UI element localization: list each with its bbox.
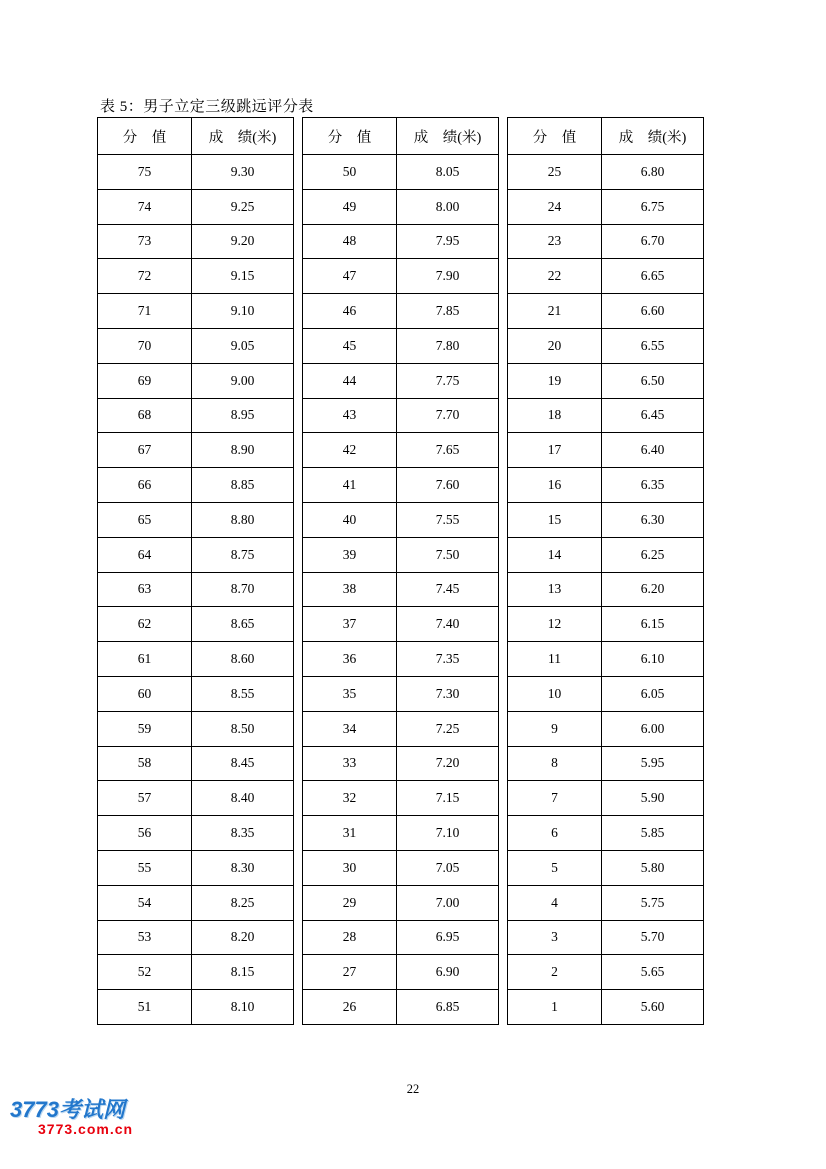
table-row <box>98 433 294 468</box>
table-cell: 7 <box>508 781 602 816</box>
table-cell: 5.65 <box>602 955 704 990</box>
result-header: 成 绩(米) <box>397 118 499 155</box>
table-cell: 15 <box>508 502 602 537</box>
table-row <box>508 850 704 885</box>
score-header: 分 值 <box>303 118 397 155</box>
table-row <box>508 433 704 468</box>
table-cell: 7.55 <box>397 502 499 537</box>
score-header: 分 值 <box>508 118 602 155</box>
table-cell: 6.30 <box>602 502 704 537</box>
table-cell: 7.15 <box>397 781 499 816</box>
table-row <box>508 328 704 363</box>
table-cell: 7.45 <box>397 572 499 607</box>
table-row <box>98 816 294 851</box>
table-cell: 51 <box>98 990 192 1025</box>
table-row <box>98 294 294 329</box>
table-cell: 6.05 <box>602 676 704 711</box>
table-row <box>303 920 499 955</box>
table-cell: 9.05 <box>192 328 294 363</box>
table-row <box>303 433 499 468</box>
table-row <box>98 398 294 433</box>
table-cell: 35 <box>303 676 397 711</box>
table-cell: 50 <box>303 155 397 190</box>
header-row <box>508 118 704 155</box>
table-row <box>508 502 704 537</box>
table-row <box>303 189 499 224</box>
table-cell: 44 <box>303 363 397 398</box>
table-cell: 10 <box>508 676 602 711</box>
table-cell: 7.30 <box>397 676 499 711</box>
table-row <box>303 746 499 781</box>
table-cell: 63 <box>98 572 192 607</box>
table-cell: 1 <box>508 990 602 1025</box>
table-cell: 42 <box>303 433 397 468</box>
table-row <box>98 502 294 537</box>
table-row <box>98 781 294 816</box>
table-row <box>98 259 294 294</box>
table-cell: 6.60 <box>602 294 704 329</box>
table-cell: 7.65 <box>397 433 499 468</box>
table-cell: 26 <box>303 990 397 1025</box>
table-cell: 5.80 <box>602 850 704 885</box>
scoring-table <box>97 117 704 1025</box>
table-cell: 73 <box>98 224 192 259</box>
table-cell: 59 <box>98 711 192 746</box>
table-cell: 36 <box>303 642 397 677</box>
table-row <box>303 398 499 433</box>
table-cell: 28 <box>303 920 397 955</box>
table-cell: 61 <box>98 642 192 677</box>
table-cell: 39 <box>303 537 397 572</box>
table-cell: 31 <box>303 816 397 851</box>
table-row <box>508 224 704 259</box>
table-cell: 38 <box>303 572 397 607</box>
table-row <box>508 572 704 607</box>
table-cell: 30 <box>303 850 397 885</box>
result-header: 成 绩(米) <box>192 118 294 155</box>
table-cell: 43 <box>303 398 397 433</box>
table-row <box>508 189 704 224</box>
table-cell: 58 <box>98 746 192 781</box>
table-cell: 6.85 <box>397 990 499 1025</box>
table-cell: 62 <box>98 607 192 642</box>
table-cell: 41 <box>303 468 397 503</box>
table-row <box>98 572 294 607</box>
table-row <box>303 224 499 259</box>
table-cell: 5.75 <box>602 885 704 920</box>
table-cell: 2 <box>508 955 602 990</box>
table-cell: 66 <box>98 468 192 503</box>
table-cell: 5.70 <box>602 920 704 955</box>
table-row <box>98 224 294 259</box>
table-row <box>98 955 294 990</box>
table-cell: 34 <box>303 711 397 746</box>
table-row <box>508 816 704 851</box>
table-cell: 5.90 <box>602 781 704 816</box>
table-row <box>508 294 704 329</box>
table-cell: 56 <box>98 816 192 851</box>
table-cell: 9.00 <box>192 363 294 398</box>
table-cell: 8.05 <box>397 155 499 190</box>
table-cell: 48 <box>303 224 397 259</box>
table-cell: 60 <box>98 676 192 711</box>
page-number: 22 <box>406 1082 420 1096</box>
table-cell: 37 <box>303 607 397 642</box>
scoring-table-group-2 <box>302 117 499 1025</box>
table-cell: 21 <box>508 294 602 329</box>
table-row <box>98 990 294 1025</box>
table-cell: 6.75 <box>602 189 704 224</box>
table-row <box>303 816 499 851</box>
table-cell: 6.45 <box>602 398 704 433</box>
table-cell: 64 <box>98 537 192 572</box>
table-cell: 12 <box>508 607 602 642</box>
table-cell: 9.10 <box>192 294 294 329</box>
table-cell: 8.55 <box>192 676 294 711</box>
table-cell: 9 <box>508 711 602 746</box>
table-cell: 3 <box>508 920 602 955</box>
table-cell: 8.30 <box>192 850 294 885</box>
table-row <box>98 746 294 781</box>
table-row <box>98 363 294 398</box>
table-cell: 7.70 <box>397 398 499 433</box>
table-row <box>98 607 294 642</box>
table-cell: 9.15 <box>192 259 294 294</box>
site-watermark <box>10 1098 133 1138</box>
table-row <box>508 155 704 190</box>
table-cell: 68 <box>98 398 192 433</box>
table-cell: 8.50 <box>192 711 294 746</box>
table-cell: 7.85 <box>397 294 499 329</box>
table-cell: 69 <box>98 363 192 398</box>
table-cell: 9.25 <box>192 189 294 224</box>
table-cell: 8.95 <box>192 398 294 433</box>
table-cell: 6.55 <box>602 328 704 363</box>
table-row <box>98 642 294 677</box>
table-cell: 13 <box>508 572 602 607</box>
table-row <box>98 850 294 885</box>
table-row <box>303 502 499 537</box>
table-cell: 6.90 <box>397 955 499 990</box>
table-row <box>508 711 704 746</box>
table-cell: 6.65 <box>602 259 704 294</box>
table-row <box>508 259 704 294</box>
table-cell: 53 <box>98 920 192 955</box>
site-url: 3773.com.cn <box>38 1121 134 1138</box>
scoring-table-group-3 <box>507 117 704 1025</box>
table-cell: 7.05 <box>397 850 499 885</box>
table-cell: 7.75 <box>397 363 499 398</box>
table-cell: 49 <box>303 189 397 224</box>
table-cell: 40 <box>303 502 397 537</box>
table-cell: 29 <box>303 885 397 920</box>
table-cell: 6.20 <box>602 572 704 607</box>
table-cell: 5.95 <box>602 746 704 781</box>
table-row <box>98 189 294 224</box>
table-cell: 16 <box>508 468 602 503</box>
table-row <box>303 676 499 711</box>
table-cell: 7.25 <box>397 711 499 746</box>
table-cell: 7.10 <box>397 816 499 851</box>
table-row <box>508 642 704 677</box>
table-cell: 4 <box>508 885 602 920</box>
table-row <box>508 781 704 816</box>
table-row <box>98 885 294 920</box>
table-cell: 6.95 <box>397 920 499 955</box>
table-cell: 46 <box>303 294 397 329</box>
table-cell: 45 <box>303 328 397 363</box>
table-row <box>303 642 499 677</box>
table-cell: 8.00 <box>397 189 499 224</box>
table-cell: 8.20 <box>192 920 294 955</box>
table-row <box>508 676 704 711</box>
table-row <box>508 955 704 990</box>
table-row <box>303 885 499 920</box>
table-cell: 6.25 <box>602 537 704 572</box>
table-row <box>98 155 294 190</box>
table-cell: 70 <box>98 328 192 363</box>
table-cell: 6.00 <box>602 711 704 746</box>
table-cell: 7.00 <box>397 885 499 920</box>
table-row <box>98 537 294 572</box>
table-title: 表 5：男子立定三级跳远评分表 <box>100 99 314 115</box>
table-cell: 8.75 <box>192 537 294 572</box>
table-row <box>508 885 704 920</box>
table-body <box>98 155 294 1025</box>
table-cell: 8.10 <box>192 990 294 1025</box>
table-cell: 6.35 <box>602 468 704 503</box>
table-cell: 6.40 <box>602 433 704 468</box>
score-header: 分 值 <box>98 118 192 155</box>
table-cell: 5.60 <box>602 990 704 1025</box>
table-row <box>303 363 499 398</box>
table-row <box>303 155 499 190</box>
table-row <box>508 398 704 433</box>
table-cell: 17 <box>508 433 602 468</box>
table-cell: 33 <box>303 746 397 781</box>
table-cell: 8.85 <box>192 468 294 503</box>
table-cell: 67 <box>98 433 192 468</box>
table-row <box>98 328 294 363</box>
table-cell: 23 <box>508 224 602 259</box>
table-cell: 71 <box>98 294 192 329</box>
table-cell: 19 <box>508 363 602 398</box>
header-row <box>98 118 294 155</box>
table-cell: 55 <box>98 850 192 885</box>
table-cell: 6.70 <box>602 224 704 259</box>
table-row <box>303 850 499 885</box>
table-cell: 7.20 <box>397 746 499 781</box>
header-row <box>303 118 499 155</box>
table-cell: 7.60 <box>397 468 499 503</box>
site-logo: 3773考试网 <box>10 1097 125 1122</box>
table-cell: 52 <box>98 955 192 990</box>
table-row <box>303 328 499 363</box>
scoring-table-group-1 <box>97 117 294 1025</box>
table-cell: 5.85 <box>602 816 704 851</box>
table-cell: 8.35 <box>192 816 294 851</box>
table-cell: 32 <box>303 781 397 816</box>
table-row <box>303 259 499 294</box>
table-cell: 20 <box>508 328 602 363</box>
table-cell: 7.80 <box>397 328 499 363</box>
table-cell: 6.15 <box>602 607 704 642</box>
table-cell: 72 <box>98 259 192 294</box>
table-row <box>303 955 499 990</box>
table-cell: 8.80 <box>192 502 294 537</box>
table-cell: 25 <box>508 155 602 190</box>
table-cell: 7.95 <box>397 224 499 259</box>
table-cell: 8.60 <box>192 642 294 677</box>
table-cell: 7.90 <box>397 259 499 294</box>
table-row <box>98 468 294 503</box>
table-cell: 8.65 <box>192 607 294 642</box>
table-cell: 54 <box>98 885 192 920</box>
table-cell: 8.25 <box>192 885 294 920</box>
table-cell: 6.50 <box>602 363 704 398</box>
table-row <box>98 711 294 746</box>
table-row <box>508 920 704 955</box>
result-header: 成 绩(米) <box>602 118 704 155</box>
table-body <box>303 155 499 1025</box>
table-cell: 9.30 <box>192 155 294 190</box>
table-cell: 7.35 <box>397 642 499 677</box>
table-cell: 75 <box>98 155 192 190</box>
table-row <box>303 781 499 816</box>
table-cell: 6.10 <box>602 642 704 677</box>
table-cell: 5 <box>508 850 602 885</box>
table-cell: 6 <box>508 816 602 851</box>
table-cell: 8.40 <box>192 781 294 816</box>
table-row <box>303 294 499 329</box>
table-cell: 47 <box>303 259 397 294</box>
table-row <box>508 537 704 572</box>
table-cell: 18 <box>508 398 602 433</box>
table-cell: 7.40 <box>397 607 499 642</box>
table-cell: 24 <box>508 189 602 224</box>
table-cell: 65 <box>98 502 192 537</box>
table-cell: 8.45 <box>192 746 294 781</box>
table-row <box>508 363 704 398</box>
table-row <box>98 920 294 955</box>
table-body <box>508 155 704 1025</box>
table-row <box>508 468 704 503</box>
table-row <box>303 990 499 1025</box>
table-cell: 8.70 <box>192 572 294 607</box>
table-cell: 14 <box>508 537 602 572</box>
table-row <box>303 468 499 503</box>
table-row <box>303 607 499 642</box>
table-cell: 7.50 <box>397 537 499 572</box>
table-cell: 74 <box>98 189 192 224</box>
table-row <box>98 676 294 711</box>
table-cell: 6.80 <box>602 155 704 190</box>
table-cell: 27 <box>303 955 397 990</box>
table-cell: 9.20 <box>192 224 294 259</box>
table-row <box>508 746 704 781</box>
table-cell: 8.15 <box>192 955 294 990</box>
table-row <box>508 607 704 642</box>
table-cell: 11 <box>508 642 602 677</box>
table-row <box>303 711 499 746</box>
table-cell: 8.90 <box>192 433 294 468</box>
table-row <box>508 990 704 1025</box>
table-cell: 22 <box>508 259 602 294</box>
table-row <box>303 572 499 607</box>
table-cell: 8 <box>508 746 602 781</box>
table-row <box>303 537 499 572</box>
table-cell: 57 <box>98 781 192 816</box>
